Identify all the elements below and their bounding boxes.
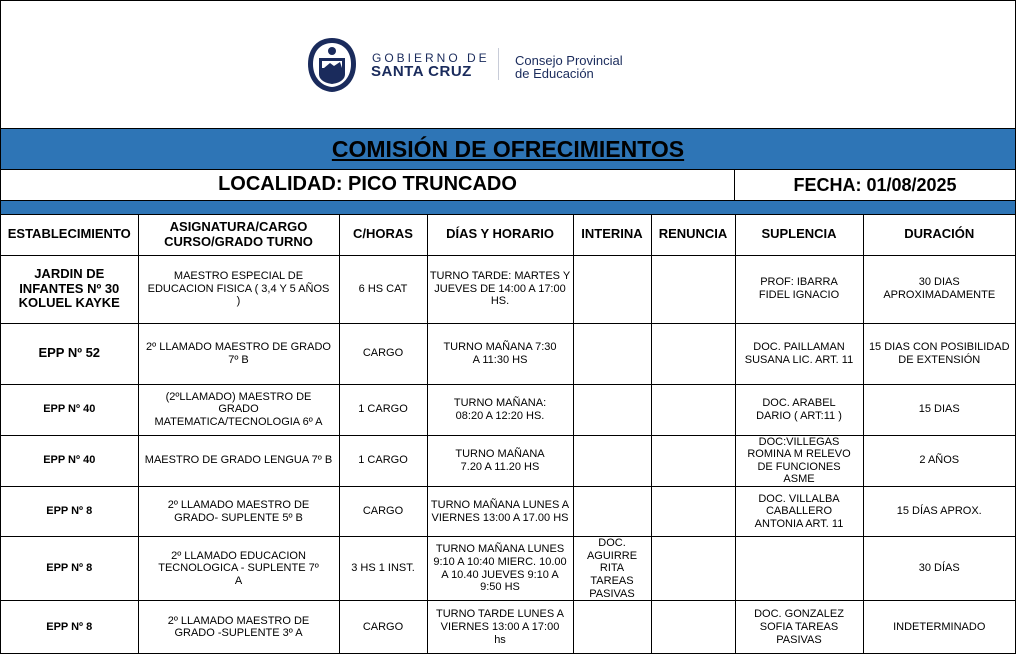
col-header-duracion: DURACIÓN	[863, 215, 1015, 255]
col-header-horario: DÍAS Y HORARIO	[427, 215, 573, 255]
cell-horario: TURNO MAÑANA LUNES 9:10 A 10:40 MIERC. 10.00 A 10.40 JUEVES 9:10 A 9:50 HS	[427, 537, 573, 601]
separator-band	[1, 200, 1015, 215]
table-row	[1, 323, 1015, 384]
table-row	[1, 487, 1015, 537]
cell-interina: DOC. AGUIRRE RITA TAREAS PASIVAS	[573, 537, 651, 601]
col-header-interina: INTERINA	[573, 215, 651, 255]
government-name: SANTA CRUZ	[371, 63, 472, 80]
cell-duracion: 15 DÍAS APROX.	[863, 487, 1015, 537]
cell-suplencia: DOC. PAILLAMAN SUSANA LIC. ART. 11	[735, 323, 863, 384]
col-header-horas: C/HORAS	[339, 215, 427, 255]
cell-horas: CARGO	[339, 323, 427, 384]
table-row	[1, 537, 1015, 601]
cell-renuncia	[651, 537, 735, 601]
cell-horario: TURNO TARDE LUNES A VIERNES 13:00 A 17:00 hs	[427, 601, 573, 654]
table-header-row	[1, 215, 1015, 255]
col-header-renuncia: RENUNCIA	[651, 215, 735, 255]
cell-establecimiento: EPP Nº 8	[1, 487, 138, 537]
cell-renuncia	[651, 435, 735, 487]
cell-horario: TURNO MAÑANA: 08:20 A 12:20 HS.	[427, 384, 573, 435]
locality-label: LOCALIDAD: PICO TRUNCADO	[1, 170, 735, 200]
cell-establecimiento: EPP Nº 40	[1, 435, 138, 487]
document-title: COMISIÓN DE OFRECIMIENTOS	[331, 136, 685, 162]
cell-asignatura: MAESTRO DE GRADO LENGUA 7º B	[138, 435, 339, 487]
table-row	[1, 601, 1015, 654]
cell-asignatura: 2º LLAMADO MAESTRO DE GRADO 7º B	[138, 323, 339, 384]
cell-interina	[573, 255, 651, 323]
cell-horas: 3 HS 1 INST.	[339, 537, 427, 601]
cell-establecimiento: JARDIN DE INFANTES Nº 30 KOLUEL KAYKE	[1, 255, 138, 323]
col-header-suplencia: SUPLENCIA	[735, 215, 863, 255]
cell-interina	[573, 435, 651, 487]
cell-renuncia	[651, 601, 735, 654]
cell-suplencia: DOC. ARABEL DARIO ( ART:11 )	[735, 384, 863, 435]
cell-horas: CARGO	[339, 601, 427, 654]
table-row	[1, 384, 1015, 435]
cell-establecimiento: EPP Nº 8	[1, 537, 138, 601]
cell-renuncia	[651, 487, 735, 537]
cell-horas: 1 CARGO	[339, 435, 427, 487]
cell-suplencia: DOC:VILLEGAS ROMINA M RELEVO DE FUNCIONES ASME	[735, 435, 863, 487]
cell-duracion: 30 DIAS APROXIMADAMENTE	[863, 255, 1015, 323]
cell-asignatura: (2ºLLAMADO) MAESTRO DE GRADO MATEMATICA/TECNOLOGIA 6º A	[138, 384, 339, 435]
cell-suplencia: DOC. VILLALBA CABALLERO ANTONIA ART. 11	[735, 487, 863, 537]
cell-interina	[573, 323, 651, 384]
locality-row	[1, 170, 1015, 200]
cell-duracion: 15 DIAS	[863, 384, 1015, 435]
cell-horario: TURNO MAÑANA LUNES A VIERNES 13:00 A 17.00 HS	[427, 487, 573, 537]
cell-suplencia: PROF: IBARRA FIDEL IGNACIO	[735, 255, 863, 323]
cell-horas: 6 HS CAT	[339, 255, 427, 323]
cell-establecimiento: EPP Nº 40	[1, 384, 138, 435]
cell-horas: CARGO	[339, 487, 427, 537]
cell-duracion: 30 DÍAS	[863, 537, 1015, 601]
cell-horario: TURNO MAÑANA 7:30 A 11:30 HS	[427, 323, 573, 384]
table-row	[1, 435, 1015, 487]
cell-horario: TURNO MAÑANA 7.20 A 11.20 HS	[427, 435, 573, 487]
cell-renuncia	[651, 255, 735, 323]
col-header-establecimiento: ESTABLECIMIENTO	[1, 215, 138, 255]
cell-duracion: 15 DIAS CON POSIBILIDAD DE EXTENSIÓN	[863, 323, 1015, 384]
offers-table	[1, 215, 1015, 654]
header-logo-area	[1, 1, 1015, 128]
cell-renuncia	[651, 384, 735, 435]
cell-interina	[573, 384, 651, 435]
cell-establecimiento: EPP Nº 8	[1, 601, 138, 654]
cell-asignatura: 2º LLAMADO MAESTRO DE GRADO- SUPLENTE 5º B	[138, 487, 339, 537]
cell-interina	[573, 487, 651, 537]
title-band	[1, 128, 1015, 170]
cell-duracion: INDETERMINADO	[863, 601, 1015, 654]
cell-duracion: 2 AÑOS	[863, 435, 1015, 487]
cell-suplencia: DOC. GONZALEZ SOFIA TAREAS PASIVAS	[735, 601, 863, 654]
col-header-asignatura: ASIGNATURA/CARGO CURSO/GRADO TURNO	[138, 215, 339, 255]
council-name-line1: Consejo Provincial	[515, 53, 623, 68]
cell-asignatura: 2º LLAMADO MAESTRO DE GRADO -SUPLENTE 3º A	[138, 601, 339, 654]
date-label: FECHA: 01/08/2025	[793, 175, 957, 195]
cell-interina	[573, 601, 651, 654]
cell-horas: 1 CARGO	[339, 384, 427, 435]
cell-horario: TURNO TARDE: MARTES Y JUEVES DE 14:00 A 17:00 HS.	[427, 255, 573, 323]
logo-divider	[498, 48, 499, 80]
table-row	[1, 255, 1015, 323]
government-label: GOBIERNO DE	[372, 51, 490, 65]
santa-cruz-coat-of-arms-icon	[306, 36, 358, 94]
cell-asignatura: 2º LLAMADO EDUCACION TECNOLOGICA - SUPLENTE 7º A	[138, 537, 339, 601]
cell-establecimiento: EPP Nº 52	[1, 323, 138, 384]
cell-asignatura: MAESTRO ESPECIAL DE EDUCACION FISICA ( 3,4 Y 5 AÑOS )	[138, 255, 339, 323]
cell-suplencia	[735, 537, 863, 601]
cell-renuncia	[651, 323, 735, 384]
council-name-line2: de Educación	[515, 66, 594, 81]
